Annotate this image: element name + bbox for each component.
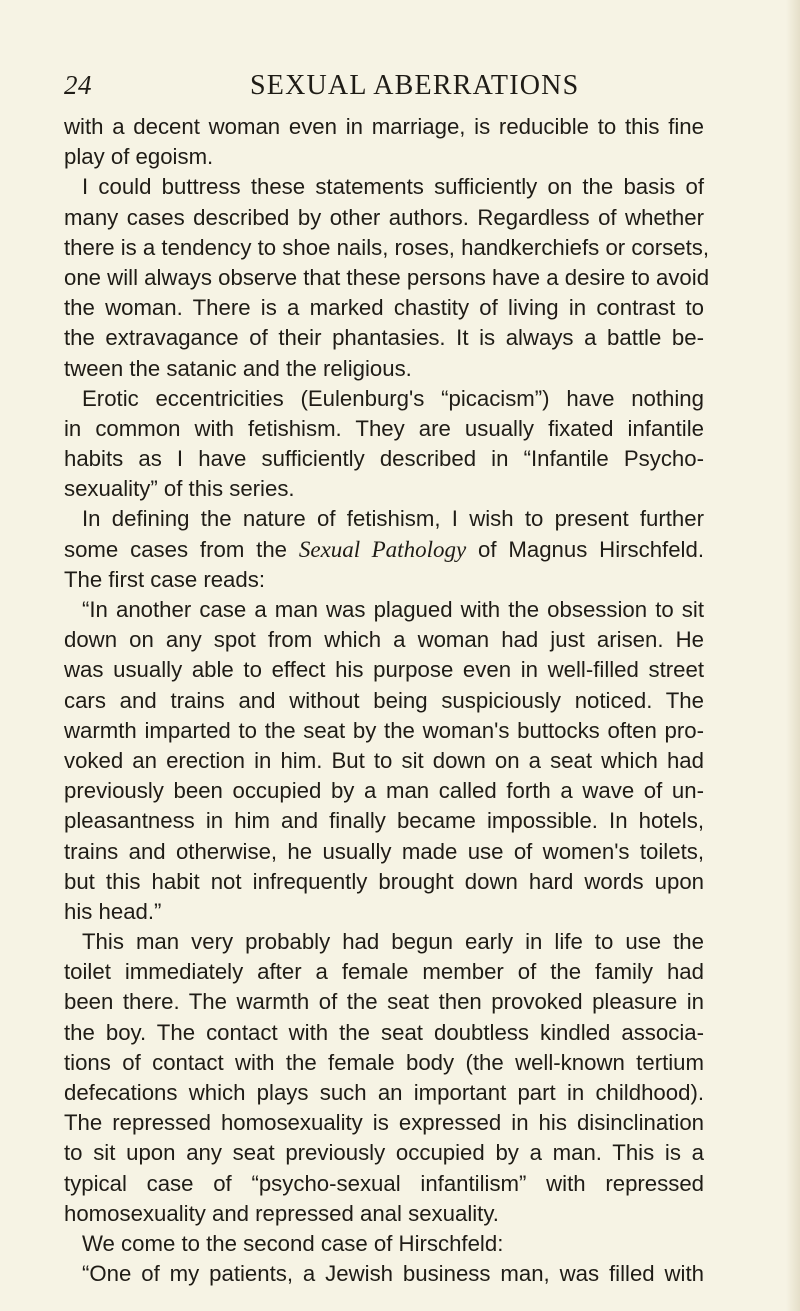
text-line: but this habit not infrequently brought down hard words upon bbox=[64, 868, 704, 894]
text-line: pleasantness in him and finally became impossible. In hotels, bbox=[64, 808, 704, 834]
text-line: homosexuality and repressed anal sexuality. bbox=[64, 1200, 499, 1226]
quote-start-line: “One of my patients, a Jewish business man, was filled with bbox=[82, 1261, 704, 1287]
paragraph-start-line: I could buttress these statements sufficiently on the basis of bbox=[82, 174, 704, 200]
page-number: 24 bbox=[64, 70, 92, 100]
text-line: there is a tendency to shoe nails, roses, handkerchiefs or corsets, bbox=[64, 234, 710, 260]
text-line: one will always observe that these persons have a desire to avoid bbox=[64, 264, 710, 290]
paragraph-start-line: This man very probably had begun early in life to use the bbox=[82, 929, 704, 955]
text-line: the woman. There is a marked chastity of living in contrast to bbox=[64, 295, 704, 321]
running-title: SEXUAL ABERRATIONS bbox=[250, 70, 580, 101]
text-line: was usually able to effect his purpose even in well-filled street bbox=[64, 657, 704, 683]
text-line: sexuality” of this series. bbox=[64, 476, 295, 502]
paragraph-start-line: Erotic eccentricities (Eulenburg's “picacism”) have nothing bbox=[82, 385, 704, 411]
text-fragment: some cases from the bbox=[64, 536, 288, 562]
text-line-with-book-title bbox=[64, 535, 704, 565]
text-line: the extravagance of their phantasies. It is always a battle be- bbox=[64, 325, 704, 351]
quote-start-line: “In another case a man was plagued with the obsession to sit bbox=[82, 597, 704, 622]
text-line: The repressed homosexuality is expressed in his disinclination bbox=[64, 1110, 704, 1136]
text-fragment: of Magnus Hirschfeld. bbox=[478, 536, 704, 562]
text-line: been there. The warmth of the seat then provoked pleasure in bbox=[64, 989, 704, 1015]
text-line: with a decent woman even in marriage, is reducible to this fine bbox=[64, 114, 704, 139]
text-line: warmth imparted to the seat by the woman's buttocks often pro- bbox=[64, 717, 704, 743]
text-line: previously been occupied by a man called forth a wave of un- bbox=[64, 778, 704, 804]
text-line: the boy. The contact with the seat doubtless kindled associa- bbox=[64, 1019, 704, 1045]
text-line: tween the satanic and the religious. bbox=[64, 355, 412, 381]
text-line: play of egoism. bbox=[64, 144, 214, 170]
text-line: his head.” bbox=[64, 898, 162, 924]
text-line: voked an erection in him. But to sit down on a seat which had bbox=[64, 747, 704, 773]
paragraph-start-line: In defining the nature of fetishism, I wish to present further bbox=[82, 506, 704, 532]
page-edge-shadow bbox=[786, 0, 800, 1311]
text-line: defecations which plays such an important part in childhood). bbox=[64, 1080, 704, 1105]
text-line: toilet immediately after a female member of the family had bbox=[64, 959, 704, 985]
text-line: in common with fetishism. They are usually fixated infantile bbox=[64, 415, 704, 441]
text-line: habits as I have sufficiently described in “Infantile Psycho- bbox=[64, 446, 704, 472]
text-line: typical case of “psycho-sexual infantilism” with repressed bbox=[64, 1170, 704, 1196]
paragraph-start-line: We come to the second case of Hirschfeld: bbox=[82, 1230, 504, 1256]
text-line: cars and trains and without being suspiciously noticed. The bbox=[64, 687, 704, 713]
book-title: Sexual Pathology bbox=[298, 536, 467, 562]
text-line: to sit upon any seat previously occupied by a man. This is a bbox=[64, 1140, 704, 1166]
running-head bbox=[64, 70, 704, 110]
text-line: trains and otherwise, he usually made use of women's toilets, bbox=[64, 838, 704, 864]
text-line: The first case reads: bbox=[64, 566, 265, 592]
text-line: down on any spot from which a woman had just arisen. He bbox=[64, 627, 704, 653]
body-text bbox=[64, 112, 710, 1289]
text-line: many cases described by other authors. Regardless of whether bbox=[64, 204, 704, 230]
text-line: tions of contact with the female body (the well-known tertium bbox=[64, 1049, 704, 1075]
